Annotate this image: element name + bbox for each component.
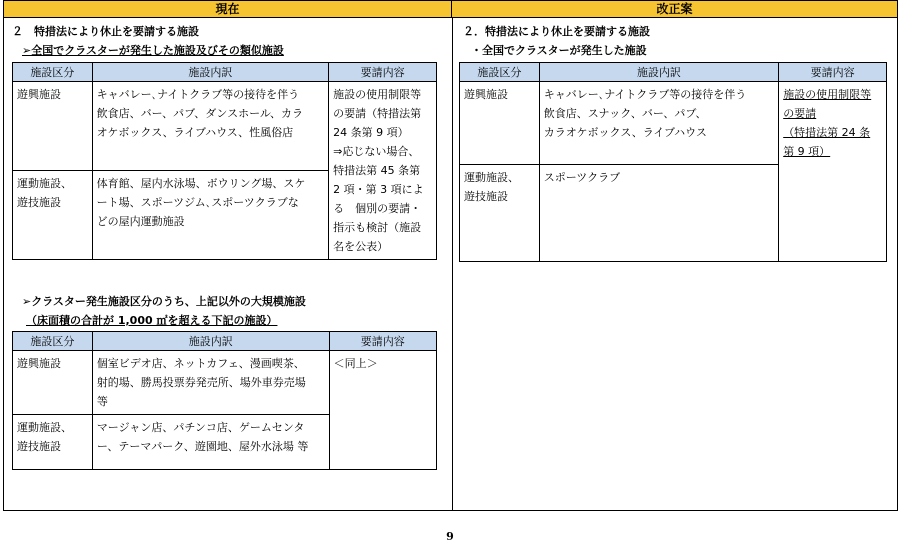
header-current: 現在 [4, 1, 452, 18]
right-subheading-1: ・全国でクラスターが発生した施設 [471, 44, 647, 57]
left-subheading-2: ➢クラスター発生施設区分のうち、上記以外の大規模施設 [22, 295, 306, 308]
table-header-category: 施設区分 [13, 63, 93, 82]
left-table-1 [12, 62, 437, 260]
column-divider [452, 18, 453, 511]
table-header-category: 施設区分 [13, 332, 93, 351]
category-cell: 遊興施設 [13, 82, 93, 171]
table-row [460, 82, 887, 165]
table-header-request: 要請内容 [779, 63, 887, 82]
request-cell: ＜同上＞ [329, 351, 436, 470]
table-header-detail: 施設内訳 [539, 63, 778, 82]
category-cell: 遊興施設 [13, 351, 93, 415]
category-cell: 遊興施設 [460, 82, 540, 165]
category-cell: 運動施設、 遊技施設 [13, 415, 93, 470]
table-header-request: 要請内容 [329, 332, 436, 351]
header-revised: 改正案 [452, 1, 897, 18]
comparison-frame [3, 0, 898, 511]
detail-cell: 体育館、屋内水泳場、ボウリング場、スケ ート場、スポーツジム､スポーツクラブな どの屋内運動施設 [92, 171, 329, 260]
left-subheading-1: ➢全国でクラスターが発生した施設及びその類似施設 [22, 44, 284, 57]
detail-cell: 個室ビデオ店、ネットカフェ、漫画喫茶、 射的場、勝馬投票券発売所、場外車券売場 等 [92, 351, 329, 415]
request-cell: 施設の使用制限等 の要請 （特措法第 24 条 第 9 項） [779, 82, 887, 262]
table-header-category: 施設区分 [460, 63, 540, 82]
detail-cell: スポーツクラブ [539, 165, 778, 262]
right-section-title: ２．特措法により休止を要請する施設 [463, 25, 650, 38]
table-header-request: 要請内容 [329, 63, 437, 82]
category-cell: 運動施設、 遊技施設 [13, 171, 93, 260]
left-subheading-2b: （床面積の合計が 1,000 ㎡を超える下記の施設） [26, 314, 278, 327]
table-row [13, 82, 437, 171]
left-section-title: ２ 特措法により休止を要請する施設 [12, 25, 199, 38]
category-cell: 運動施設、 遊技施設 [460, 165, 540, 262]
table-header-detail: 施設内訳 [92, 332, 329, 351]
page-number: 9 [446, 530, 454, 543]
left-table-2 [12, 331, 437, 470]
table-header-detail: 施設内訳 [92, 63, 329, 82]
request-cell: 施設の使用制限等 の要請（特措法第 24 条第 9 項） ⇒応じない場合、 特措法第 45 条第 2 項・第 3 項によ る 個別の要請・ 指示も検討（施設 名を公表） [329, 82, 437, 260]
detail-cell: キャバレー､ナイトクラブ等の接待を伴う 飲食店、バー、パブ、ダンスホール、カラ オケボックス、ライブハウス、性風俗店 [92, 82, 329, 171]
right-table [459, 62, 887, 262]
detail-cell: マージャン店、パチンコ店、ゲームセンタ ー、テーマパーク、遊園地、屋外水泳場 等 [92, 415, 329, 470]
detail-cell: キャバレー､ナイトクラブ等の接待を伴う 飲食店、スナック、バー、パブ、 カラオケボックス、ライブハウス [539, 82, 778, 165]
table-row [13, 351, 437, 415]
